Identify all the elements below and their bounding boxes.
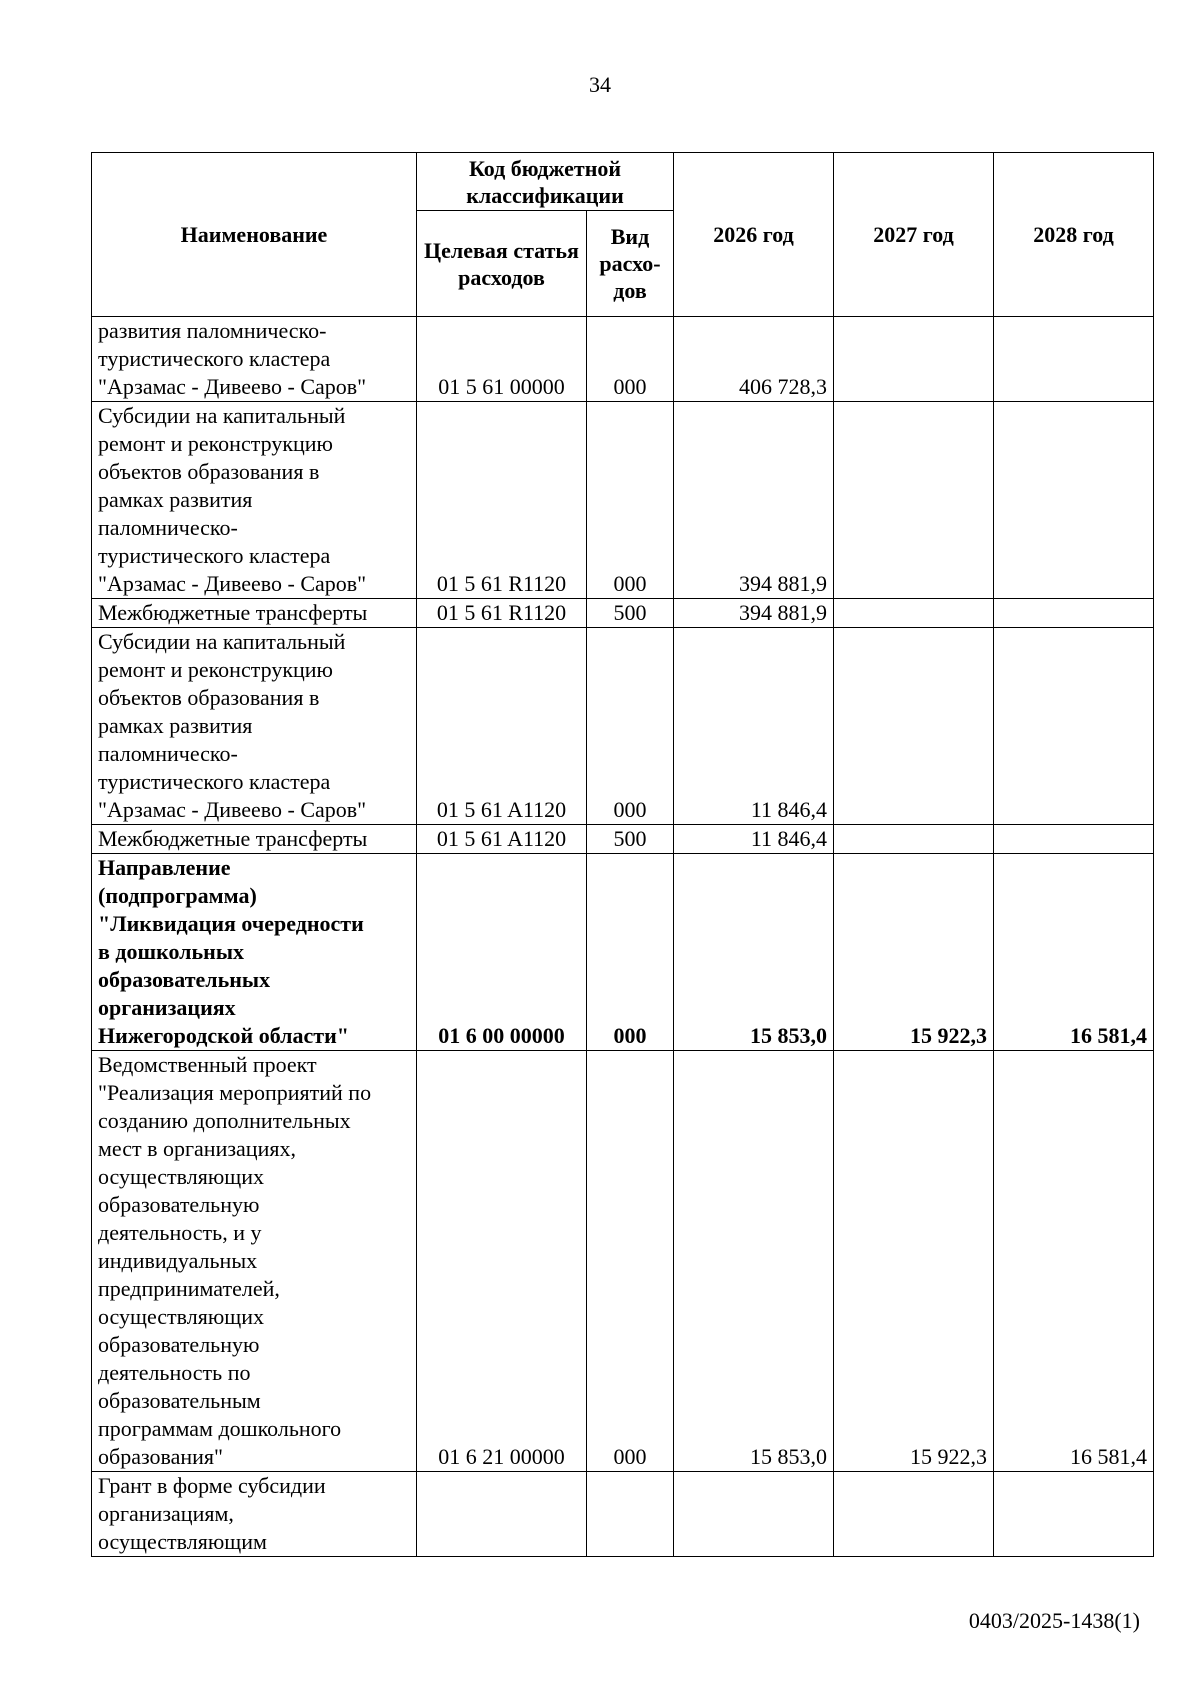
row-expense-type: 500 (587, 599, 674, 628)
header-2027: 2027 год (834, 153, 994, 317)
header-code-group: Код бюджетной классификации (417, 153, 674, 211)
row-value-2026: 406 728,3 (674, 317, 834, 402)
row-value-2026: 394 881,9 (674, 402, 834, 599)
table-row (92, 402, 1154, 599)
row-value-2026: 394 881,9 (674, 599, 834, 628)
row-target-item: 01 5 61 R1120 (417, 402, 587, 599)
header-2028: 2028 год (994, 153, 1154, 317)
row-name: Ведомственный проект "Реализация мероприятий по созданию дополнительных мест в организациях, осуществляющих образовательную деятельность, и у индивидуальных предпринимателей, осуществляющих образовательную деятельность по образовательным программам дошкольного образования" (92, 1051, 417, 1472)
row-expense-type: 000 (587, 854, 674, 1051)
header-name: Наименование (92, 153, 417, 317)
table-row (92, 628, 1154, 825)
row-target-item (417, 1472, 587, 1557)
table-row (92, 825, 1154, 854)
row-value-2027 (834, 317, 994, 402)
row-expense-type: 000 (587, 317, 674, 402)
row-target-item: 01 5 61 A1120 (417, 825, 587, 854)
row-value-2028 (994, 628, 1154, 825)
row-expense-type: 000 (587, 402, 674, 599)
row-name: Межбюджетные трансферты (92, 599, 417, 628)
header-2026: 2026 год (674, 153, 834, 317)
table-row (92, 854, 1154, 1051)
row-expense-type (587, 1472, 674, 1557)
row-value-2027 (834, 599, 994, 628)
table-row (92, 1472, 1154, 1557)
document-number: 0403/2025-1438(1) (968, 1608, 1140, 1633)
row-name: Межбюджетные трансферты (92, 825, 417, 854)
row-value-2026: 15 853,0 (674, 1051, 834, 1472)
row-value-2026: 11 846,4 (674, 628, 834, 825)
table-row (92, 1051, 1154, 1472)
row-value-2028 (994, 1472, 1154, 1557)
row-target-item: 01 6 00 00000 (417, 854, 587, 1051)
row-value-2026: 15 853,0 (674, 854, 834, 1051)
row-name: Грант в форме субсидии организациям, осуществляющим (92, 1472, 417, 1557)
row-target-item: 01 5 61 A1120 (417, 628, 587, 825)
row-value-2027 (834, 825, 994, 854)
row-value-2027 (834, 628, 994, 825)
page-number: 34 (589, 72, 611, 97)
row-value-2027: 15 922,3 (834, 1051, 994, 1472)
row-value-2027: 15 922,3 (834, 854, 994, 1051)
row-name: Субсидии на капитальный ремонт и реконструкцию объектов образования в рамках развития паломническо- туристического кластера "Арзамас - Дивеево - Саров" (92, 402, 417, 599)
row-name: Субсидии на капитальный ремонт и реконструкцию объектов образования в рамках развития паломническо- туристического кластера "Арзамас - Дивеево - Саров" (92, 628, 417, 825)
row-expense-type: 000 (587, 1051, 674, 1472)
row-target-item: 01 5 61 00000 (417, 317, 587, 402)
row-value-2027 (834, 402, 994, 599)
row-name: развития паломническо- туристического кластера "Арзамас - Дивеево - Саров" (92, 317, 417, 402)
row-value-2026 (674, 1472, 834, 1557)
row-expense-type: 500 (587, 825, 674, 854)
row-target-item: 01 6 21 00000 (417, 1051, 587, 1472)
row-value-2026: 11 846,4 (674, 825, 834, 854)
table-row (92, 599, 1154, 628)
row-value-2028 (994, 825, 1154, 854)
budget-table (91, 152, 1154, 1557)
row-value-2028 (994, 599, 1154, 628)
row-value-2028 (994, 317, 1154, 402)
table-body (92, 317, 1154, 1557)
header-expense-type: Вид расхо-дов (587, 211, 674, 317)
row-value-2028: 16 581,4 (994, 854, 1154, 1051)
row-name: Направление (подпрограмма) "Ликвидация очередности в дошкольных образовательных организациях Нижегородской области" (92, 854, 417, 1051)
row-value-2027 (834, 1472, 994, 1557)
table-row (92, 317, 1154, 402)
row-target-item: 01 5 61 R1120 (417, 599, 587, 628)
row-expense-type: 000 (587, 628, 674, 825)
row-value-2028: 16 581,4 (994, 1051, 1154, 1472)
row-value-2028 (994, 402, 1154, 599)
header-target-item: Целевая статья расходов (417, 211, 587, 317)
